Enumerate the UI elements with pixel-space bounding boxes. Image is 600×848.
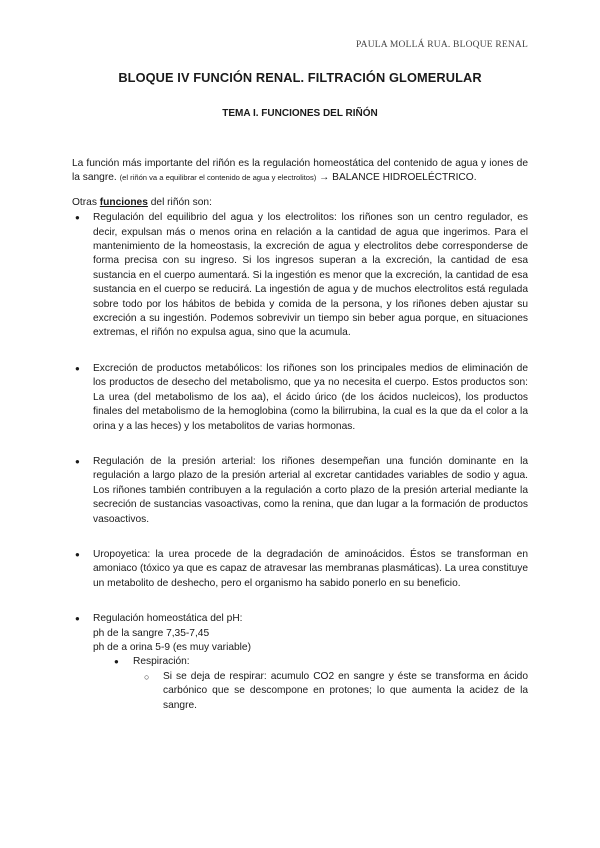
others-suffix: del riñón son: [150, 196, 212, 208]
list-item [72, 548, 528, 591]
page-header: PAULA MOLLÁ RUA. BLOQUE RENAL [356, 40, 528, 50]
respiration-label: Respiración: [133, 656, 190, 668]
list-item [72, 362, 528, 434]
section-title: TEMA I. FUNCIONES DEL RIÑÓN [222, 108, 378, 119]
bullet-icon: ● [75, 614, 80, 624]
list-item-text: Excreción de productos metabólicos: los riñones son los principales medios de eliminación de los productos de desecho del metabolismo, que ya no necesita el cuerpo. Estos productos son: La urea (del metabolismo de los aa), el ácido úrico (de los ácidos nucleicos), los productos finales del metabolismo de la hemoglobina (como la bilirrubina, la cual es la que da el color a la orina y a las heces) y los metabolitos de varias hormonas. [93, 362, 528, 432]
intro-tail: → BALANCE HIDROELÉCTRICO. [319, 172, 477, 184]
others-emphasis: funciones [99, 196, 148, 208]
list-item [72, 455, 528, 527]
bullet-icon: ● [75, 456, 80, 466]
bullet-icon: ● [75, 549, 80, 559]
respiration-text: Si se deja de respirar: acumulo CO2 en sangre y éste se transforma en ácido carbónico que se descompone en protones; lo que aumenta la acidez de la sangre. [163, 670, 528, 711]
functions-list [72, 211, 528, 713]
ph-blood: ph de la sangre 7,35-7,45 [93, 627, 210, 639]
list-item-text: Regulación de la presión arterial: los riñones desempeñan una función dominante en la regulación a largo plazo de la presión arterial al excretar cantidades variables de sodio y agua. Los riñones también contribuyen a la regulación a corto plazo de la presión arterial mediante la secreción de sustancias vasoactivas, como la renina, que dan lugar a la formación de productos vasoactivos. [93, 455, 528, 525]
list-item-text: Regulación del equilibrio del agua y los electrolitos: los riñones son un centro regulador, es decir, expulsan más o menos orina en relación a la cantidad de agua que ingerimos. Para el mantenimiento de la homeostasis, la excreción de agua y electrolitos debe corresponderse de forma precisa con su ingreso. Si los ingresos superan a la excreción, la cantidad de esa sustancia en el cuerpo aumentará. Si la ingestión es menor que la excreción, la cantidad de esa sustancia en el cuerpo se reducirá. La ingestión de agua y de muchos electrolitos está regulada sobre todo por los hábitos de bebida y comida de la persona, y los riñones deben ajustar su excreción a su ingestión. Podemos sobrevivir un tiempo sin beber agua porque, en situaciones extremas, el riñón no expulsa agua, sino que la acumula. [93, 212, 528, 339]
intro-note: (el riñón va a equilibrar el contenido de agua y electrolitos) [119, 173, 317, 183]
bullet-icon: ● [75, 363, 80, 373]
other-functions-label [72, 196, 528, 210]
list-item [72, 211, 528, 341]
ph-heading: Regulación homeostática del pH: [93, 613, 243, 625]
list-item-text: Uropoyetica: la urea procede de la degradación de aminoácidos. Éstos se transforman en amoniaco (tóxico ya que es capaz de atravesar las membranas plasmáticas). La urea constituye un metabolito de deshecho, pero el organismo ha sabido ponerlo en su beneficio. [93, 548, 528, 589]
others-prefix: Otras [72, 196, 97, 208]
sub-sub-list-item [144, 670, 528, 713]
respiration-list [133, 670, 528, 713]
bullet-icon: ● [75, 213, 80, 223]
document-body [72, 157, 528, 734]
ph-list-item [72, 612, 528, 713]
ph-urine: ph de a orina 5-9 (es muy variable) [93, 641, 251, 653]
bullet-icon: ● [114, 657, 119, 667]
sub-list-item [114, 655, 528, 713]
document-title: BLOQUE IV FUNCIÓN RENAL. FILTRACIÓN GLOMERULAR [118, 70, 482, 85]
circle-bullet-icon: ○ [144, 671, 150, 682]
intro-paragraph [72, 157, 528, 186]
intro-text: La función más importante del riñón es la regulación homeostática del contenido de agua y iones de la sangre. [72, 158, 528, 184]
ph-sub-list [93, 655, 528, 713]
